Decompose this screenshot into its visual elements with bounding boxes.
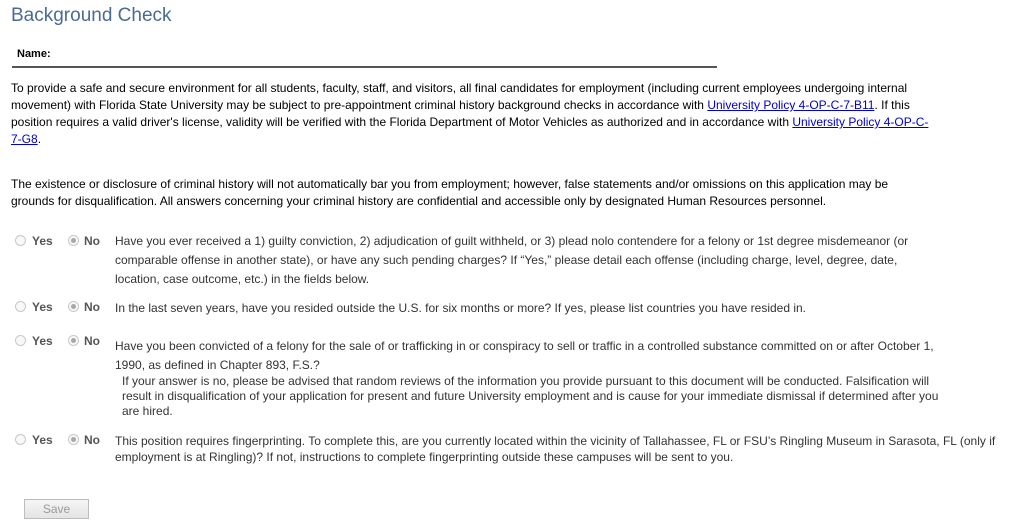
intro-paragraph-1	[11, 80, 931, 148]
intro-text: To provide a safe and secure environment for all students, faculty, staff, and visitors, all final candidates for employment (including current employees undergoing internal movement) with Florida State University may be subject to pre-appointment criminal history background checks in accordance with	[11, 81, 908, 112]
save-button[interactable]: Save	[24, 499, 89, 519]
yes-radio[interactable]	[15, 335, 26, 346]
no-radio[interactable]	[68, 434, 79, 445]
question-row	[15, 334, 1023, 424]
question-row	[15, 232, 1023, 292]
name-label: Name:	[17, 48, 51, 60]
yes-no-radio-group	[15, 300, 110, 316]
yes-radio[interactable]	[15, 301, 26, 312]
page-title: Background Check	[11, 5, 172, 26]
yes-no-radio-group	[15, 433, 110, 449]
no-radio[interactable]	[68, 235, 79, 246]
question-note: If your answer is no, please be advised that random reviews of the information you provide pursuant to this document will be conducted. Falsification will result in disqualification of your application for present and future University employment and is cause for your immediate dismissal if determined after you are hired.	[122, 374, 939, 418]
yes-radio[interactable]	[15, 235, 26, 246]
yes-radio[interactable]	[15, 434, 26, 445]
question-row	[15, 432, 1023, 468]
yes-no-radio-group	[15, 234, 110, 250]
intro-paragraph-2: The existence or disclosure of criminal history will not automatically bar you from employment; however, false statements and/or omissions on this application may be grounds for disqualification. All answers concerning your criminal history are confidential and accessible only by designated Human Resources personnel.	[11, 177, 889, 208]
name-field-row	[12, 48, 717, 68]
intro-text: .	[37, 132, 42, 146]
no-label: No	[84, 334, 100, 348]
question-row	[15, 298, 1023, 318]
question-text: In the last seven years, have you resided outside the U.S. for six months or more? If yes, please list countries you have resided in.	[115, 301, 807, 315]
yes-label: Yes	[32, 300, 53, 314]
policy-link-b11[interactable]: University Policy 4-OP-C-7-B11	[707, 98, 875, 112]
question-text: This position requires fingerprinting. To complete this, are you currently located within the vicinity of Tallahassee, FL or FSU’s Ringling Museum in Sarasota, FL (only if employment is at Ringling)? If not, instructions to complete fingerprinting outside these campuses will be sent to you.	[115, 434, 996, 464]
no-label: No	[84, 300, 100, 314]
question-text: Have you ever received a 1) guilty conviction, 2) adjudication of guilt withheld, or 3) plead nolo contendere for a felony or 1st degree misdemeanor (or comparable offense in another state), or have any such pending charges? If “Yes,” please detail each offense (including charge, level, degree, date, location, case outcome, etc.) in the fields below.	[115, 234, 909, 286]
yes-label: Yes	[32, 334, 53, 348]
yes-label: Yes	[32, 234, 53, 248]
yes-no-radio-group	[15, 334, 110, 350]
intro-text: . If this position requires a valid driver's license, validity will be verified with the Florida Department of Motor Vehicles as authorized and in accordance with	[11, 98, 910, 129]
policy-link-g8[interactable]: University Policy 4-OP-C-7-G8	[11, 115, 929, 146]
yes-label: Yes	[32, 433, 53, 447]
no-radio[interactable]	[68, 301, 79, 312]
no-radio[interactable]	[68, 335, 79, 346]
question-text: Have you been convicted of a felony for the sale of or trafficking in or conspiracy to sell or traffic in a controlled substance committed on or after October 1, 1990, as defined in Chapter 893, F.S.?	[115, 339, 934, 372]
no-label: No	[84, 234, 100, 248]
no-label: No	[84, 433, 100, 447]
